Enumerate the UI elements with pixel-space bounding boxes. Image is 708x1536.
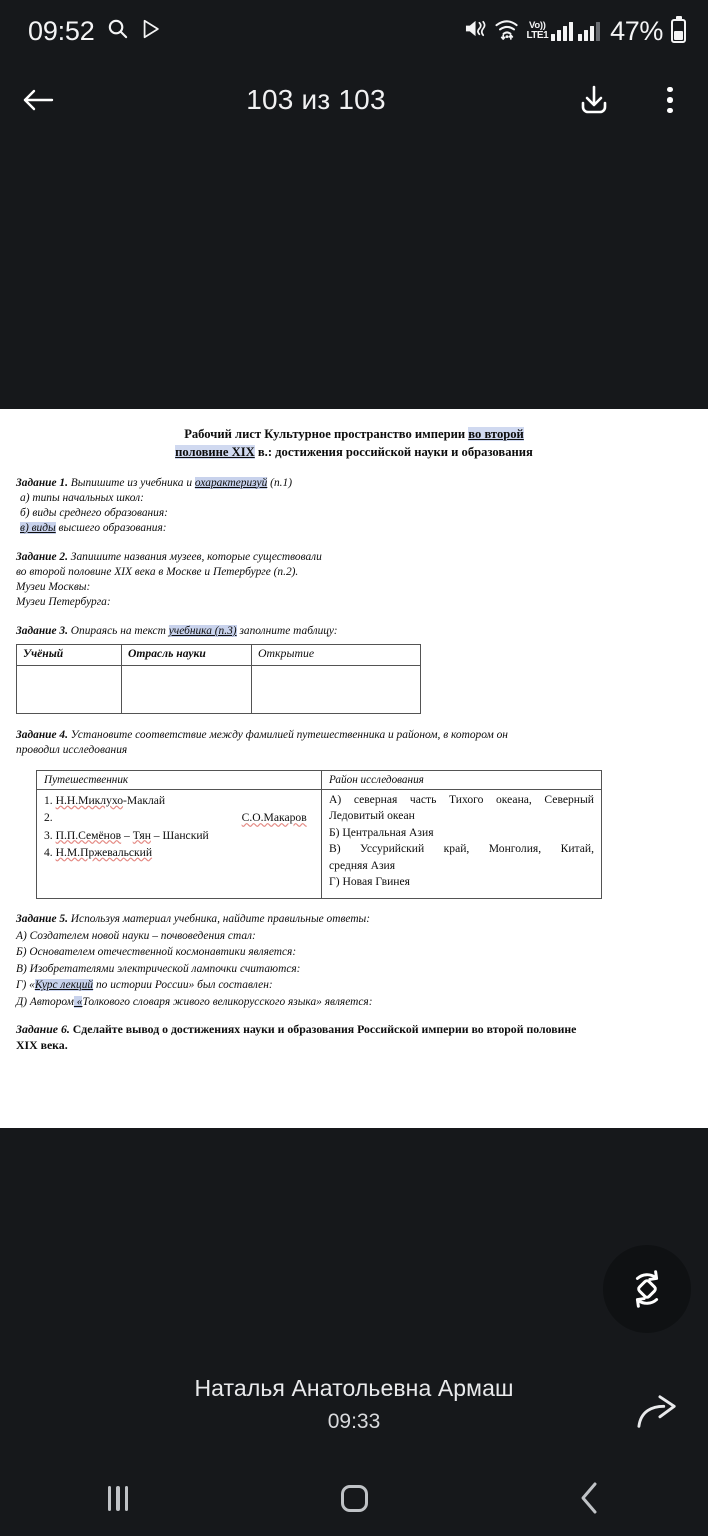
task-1-item-v-highlight: в) виды xyxy=(20,521,56,534)
task-1-label: Задание 1. xyxy=(16,476,68,489)
chevron-left-icon xyxy=(578,1481,602,1515)
task-1-item-b-text: виды среднего образования: xyxy=(32,506,168,519)
task-5-text: Используя материал учебника, найдите правильные ответы: xyxy=(67,913,371,926)
region-line-5: средняя Азия xyxy=(329,858,396,872)
signal-bars-sim1 xyxy=(551,21,573,41)
region-line-4: В) Уссурийский край, Монголия, Китай, xyxy=(329,842,594,856)
task-3-text-before: Опираясь на текст xyxy=(67,624,169,637)
search-icon xyxy=(106,17,129,45)
table-row xyxy=(17,665,421,713)
task-4-line-1: Установите соответствие между фамилией путешественника и районом, в котором он xyxy=(67,728,508,741)
traveler-row-2: 2. С.О.Макаров xyxy=(44,811,307,825)
task-6-line-1 xyxy=(16,1022,692,1038)
task-5-item-v xyxy=(16,962,692,977)
task-5-item-d-highlight: « xyxy=(73,995,83,1008)
task-2-line-2: во второй половине XIX века в Москве и Петербурге (п.2). xyxy=(16,565,299,578)
task-5-item-b-text: Б) Основателем отечественной космонавтики является: xyxy=(16,946,297,959)
table-cell[interactable] xyxy=(252,665,421,713)
task-3 xyxy=(16,624,692,714)
title-text-1: Рабочий лист Культурное пространство империи xyxy=(184,427,469,441)
task-1-highlight: охарактеризуй xyxy=(194,476,268,489)
task-1-item-v-text: высшего образования: xyxy=(55,521,167,534)
task-4 xyxy=(16,728,692,758)
task-5-item-a-text: А) Создателем новой науки – почвоведения стал: xyxy=(16,929,256,942)
task-6 xyxy=(16,1022,692,1054)
task-5-item-b xyxy=(16,945,692,960)
table-row xyxy=(37,789,602,898)
table-header-row xyxy=(37,771,602,790)
traveler-row-4: 4. Н.М.Пржевальский xyxy=(44,845,153,859)
overflow-dots-icon xyxy=(667,87,673,114)
battery-percent: 47% xyxy=(610,15,663,46)
task-5 xyxy=(16,912,692,1010)
task-3-highlight: учебника (п.3) xyxy=(168,624,237,637)
document-viewer[interactable] xyxy=(0,409,708,1128)
task-4-line-2: проводил исследования xyxy=(16,743,128,756)
task-5-heading xyxy=(16,912,692,927)
back-button[interactable] xyxy=(0,62,76,138)
task-1-text-after: (п.1) xyxy=(267,476,292,489)
region-line-2: Ледовитый океан xyxy=(329,809,415,823)
region-line-1: А) северная часть Тихого океана, Северный xyxy=(329,792,594,806)
table-header-cell: Район исследования xyxy=(322,771,602,790)
status-bar-left xyxy=(28,16,162,47)
traveler-row-blank xyxy=(44,861,314,878)
task-5-item-g-prefix: Г) « xyxy=(16,979,35,992)
recents-button[interactable] xyxy=(58,1460,178,1536)
home-icon xyxy=(341,1485,368,1512)
task-1-item-b xyxy=(20,506,692,521)
task-1-heading xyxy=(16,476,692,491)
status-bar xyxy=(0,0,708,62)
more-options-button[interactable] xyxy=(632,62,708,138)
share-icon xyxy=(635,1392,681,1434)
task-4-heading xyxy=(16,728,692,743)
worksheet-title xyxy=(58,425,650,462)
task-2-line-3: Музеи Москвы: xyxy=(16,580,91,593)
task-2-heading xyxy=(16,550,692,565)
title-highlight-2: половине XIX xyxy=(175,445,255,460)
task-1-item-a-text: типы начальных школ: xyxy=(32,491,144,504)
message-sender-block xyxy=(0,1375,708,1434)
title-highlight-1: во второй xyxy=(468,427,524,441)
title-text-2: в.: достижения российской науки и образования xyxy=(254,445,533,460)
task-2-line-4: Музеи Петербурга: xyxy=(16,595,111,608)
table-header-cell: Отрасль науки xyxy=(122,644,252,665)
wifi-icon xyxy=(494,17,521,45)
task-1-text-before: Выпишите из учебника и xyxy=(67,476,195,489)
task-5-item-g-suffix: по истории России» был составлен: xyxy=(93,979,273,992)
nav-back-button[interactable] xyxy=(530,1460,650,1536)
region-line-6: Г) Новая Гвинея xyxy=(329,875,410,889)
task-3-heading xyxy=(16,624,692,639)
task-3-text-after: заполните таблицу: xyxy=(236,624,338,637)
task-3-label: Задание 3. xyxy=(16,624,68,637)
travelers-cell[interactable] xyxy=(37,789,322,898)
home-button[interactable] xyxy=(294,1460,414,1536)
regions-cell[interactable] xyxy=(322,789,602,898)
task-6-text: Сделайте вывод о достижениях науки и образования Российской империи во второй половине xyxy=(69,1021,577,1036)
task-1-item-b-prefix: б) xyxy=(20,506,33,519)
table-header-cell: Открытие xyxy=(252,644,421,665)
signal-bars-sim2 xyxy=(578,21,600,41)
task-5-item-d-prefix: Д) Автором xyxy=(16,995,74,1008)
download-icon[interactable] xyxy=(556,62,632,138)
task-4-label: Задание 4. xyxy=(16,728,68,741)
task-5-item-g-highlight: Курс лекций xyxy=(34,979,94,992)
task-2-label: Задание 2. xyxy=(16,550,68,563)
battery-icon xyxy=(671,19,686,43)
recents-icon xyxy=(108,1486,128,1511)
sender-name: Наталья Анатольевна Армаш xyxy=(194,1375,514,1401)
play-store-icon xyxy=(140,18,162,45)
rotate-icon xyxy=(624,1266,670,1312)
task-6-line-2: XIX века. xyxy=(16,1037,68,1052)
table-header-cell: Учёный xyxy=(17,644,122,665)
task-5-label: Задание 5. xyxy=(16,913,68,926)
volte-indicator: Vo)) LTE1 xyxy=(526,19,549,42)
region-line-3: Б) Центральная Азия xyxy=(329,825,434,839)
sender-time: 09:33 xyxy=(327,1410,381,1433)
task-1 xyxy=(16,476,692,536)
status-bar-right xyxy=(464,16,686,47)
task-6-label: Задание 6. xyxy=(16,1021,70,1036)
task-1-item-a-prefix: а) xyxy=(20,491,33,504)
task-2-line-1: Запишите названия музеев, которые существовали xyxy=(67,550,322,563)
share-button[interactable] xyxy=(630,1385,686,1441)
worksheet-page xyxy=(0,409,708,1054)
task-3-table xyxy=(16,644,421,714)
table-header-row xyxy=(17,644,421,665)
task-5-item-v-text: В) Изобретателями электрической лампочки считаются: xyxy=(16,962,301,975)
task-5-item-d xyxy=(16,995,692,1010)
task-5-item-a xyxy=(16,929,692,944)
task-5-item-g xyxy=(16,978,692,993)
traveler-row-3: 3. П.П.Семёнов – Тян – Шанский xyxy=(44,828,209,842)
page-title: 103 из 103 xyxy=(246,84,386,115)
task-1-item-v xyxy=(20,521,692,536)
task-5-item-d-suffix: Толкового словаря живого великорусского языка» является: xyxy=(82,995,373,1008)
table-header-cell: Путешественник xyxy=(37,771,322,790)
task-2 xyxy=(16,550,692,610)
mute-icon xyxy=(464,17,489,45)
rotate-screen-button[interactable] xyxy=(603,1245,691,1333)
task-1-item-a xyxy=(20,491,692,506)
app-toolbar xyxy=(0,62,708,138)
status-clock: 09:52 xyxy=(28,15,95,46)
traveler-row-1: 1. Н.Н.Миклухо-Маклай xyxy=(44,793,166,807)
task-4-table xyxy=(36,770,602,899)
system-navigation-bar xyxy=(0,1460,708,1536)
table-cell[interactable] xyxy=(17,665,122,713)
table-cell[interactable] xyxy=(122,665,252,713)
traveler-row-blank-2 xyxy=(44,879,314,896)
